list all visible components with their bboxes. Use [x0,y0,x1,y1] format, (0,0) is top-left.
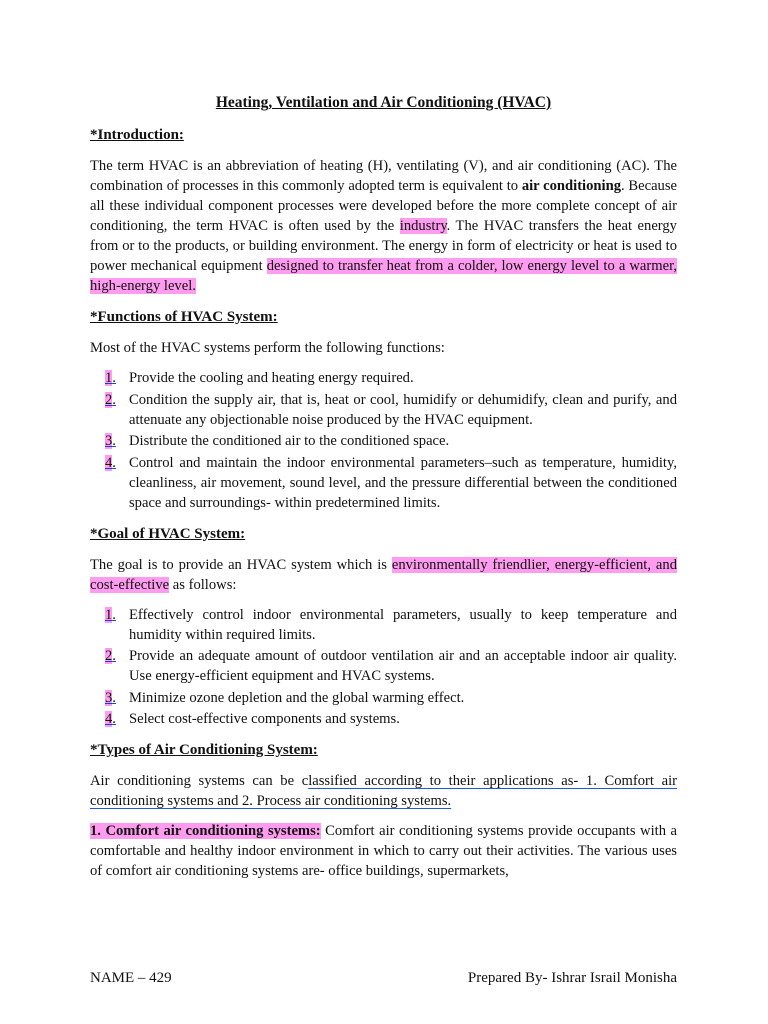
types-heading: *Types of Air Conditioning System: [90,742,318,758]
list-item: 3. Distribute the conditioned air to the conditioned space. [105,433,450,449]
document-title: Heating, Ventilation and Air Conditioning (HVAC) [215,94,552,111]
intro-text-3: . The HVAC transfers the heat energy from or to the products, or building environment. The energy in form of electricity or heat is used to power mechanical equipment [90,218,677,274]
list-number: 2. [105,648,116,664]
footer-prepared-by: Prepared By- Ishrar Israil Monisha [467,970,677,986]
introduction-heading: *Introduction: [90,127,184,143]
page-footer [90,968,677,988]
comfort-paragraph: 1. Comfort air conditioning systems: Comfort air conditioning systems provide occupants with a comfortable and healthy indoor environment in which to carry out their activities. The various uses of comfort air conditioning systems are- office buildings, supermarkets, [90,823,678,879]
list-number: 3. [105,689,116,706]
introduction-paragraph [90,156,677,296]
list-number: 4. [105,454,116,471]
highlight-transfer-heat: designed to transfer heat from a colder, low energy level to a warmer, high-energy level. [90,258,677,294]
highlight-industry: industry [399,218,447,234]
blue-underlined-classification: lassified according to their applications as- 1. Comfort air conditioning systems and 2. Process air conditioning systems. [90,773,677,809]
list-item: 2. Condition the supply air, that is, heat or cool, humidify or dehumidify, clean and purify, and attenuate any objectionable noise produced by the HVAC equipment. [105,391,677,428]
list-number: 1. [105,606,116,623]
intro-text-2: . Because all these individual component processes were developed before the more complete concept of air conditioning, the term HVAC is often used by the [90,178,678,234]
intro-bold-air-conditioning: air conditioning [521,178,621,194]
list-item: 2. Provide an adequate amount of outdoor ventilation air and an acceptable indoor air quality. Use energy-efficient equipment and HVAC systems. [105,648,677,684]
intro-text-1: The term HVAC is an abbreviation of heating (H), ventilating (V), and air conditioning (AC). The combination of processes in this commonly adopted term is equivalent to [90,158,677,194]
functions-list [90,368,677,513]
list-number: 1. [105,370,116,386]
functions-heading: *Functions of HVAC System: [90,309,278,325]
footer-name: NAME – 429 [90,970,172,986]
list-number: 4. [105,711,116,727]
list-item: 1. Effectively control indoor environmental parameters, usually to keep temperature and humidity within required limits. [105,606,677,643]
list-item: 3. Minimize ozone depletion and the global warming effect. [105,689,465,706]
highlight-environmentally-friendlier: environmentally friendlier, energy-efficient, and cost-effective [90,556,677,593]
goal-list [90,605,677,730]
list-item: 1. Provide the cooling and heating energy required. [105,370,414,386]
comfort-systems-label: 1. Comfort air conditioning systems: [90,823,321,839]
list-number: 3. [105,433,116,449]
document-body [90,92,677,891]
goal-heading: *Goal of HVAC System: [90,525,246,542]
list-item: 4. Select cost-effective components and systems. [105,711,400,727]
goal-paragraph: The goal is to provide an HVAC system which is environmentally friendlier, energy-efficient, and cost-effective as follows: [90,556,677,593]
functions-lead: Most of the HVAC systems perform the following functions: [90,340,445,356]
list-item: 4. Control and maintain the indoor environmental parameters–such as temperature, humidity, cleanliness, air movement, sound level, and the pressure differential between the conditioned space and surroundings- within predetermined limits. [105,454,677,511]
list-number: 2. [105,391,116,408]
types-paragraph: Air conditioning systems can be classified according to their applications as- 1. Comfort air conditioning systems and 2. Process air conditioning systems. [90,773,677,809]
